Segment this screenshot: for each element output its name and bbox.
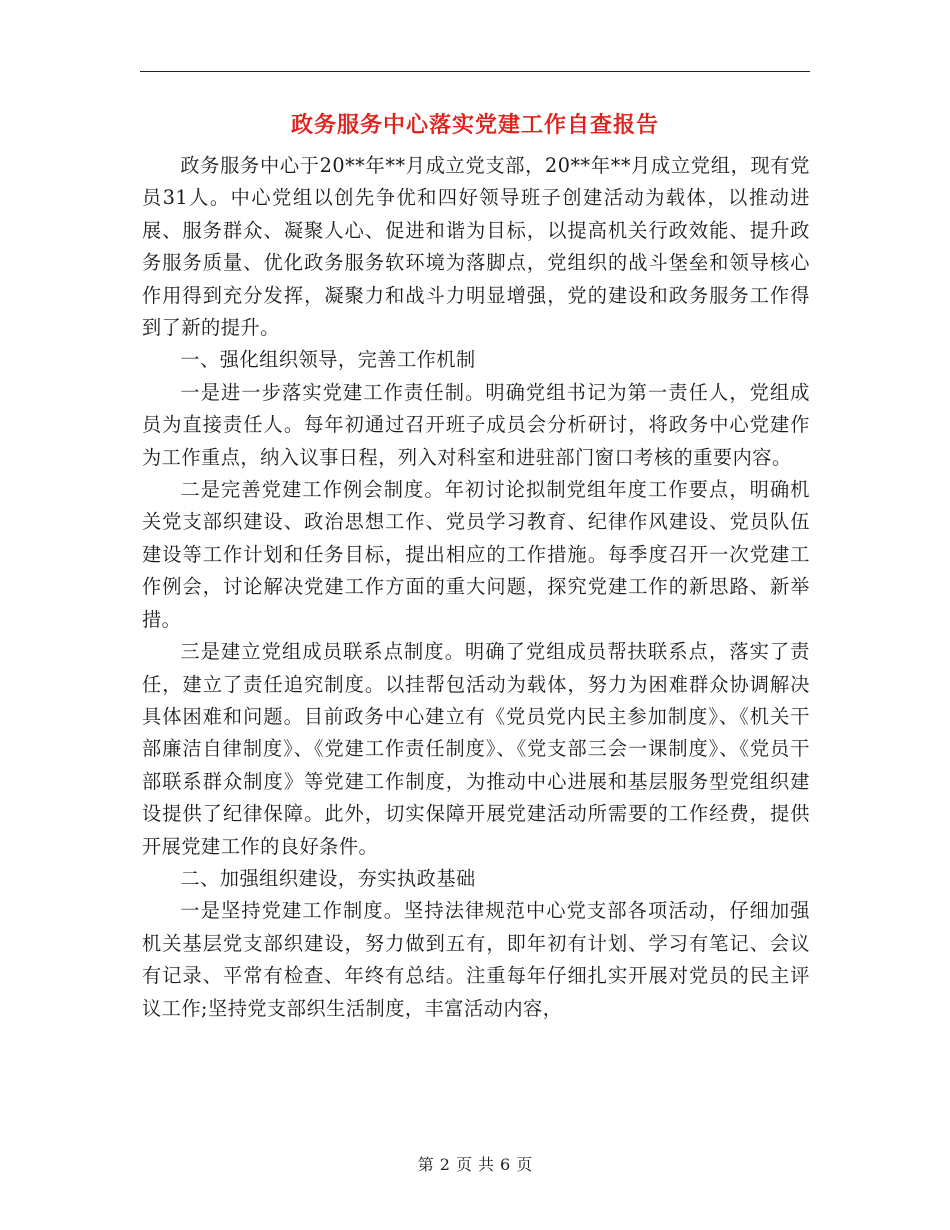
footer-page-unit: 页 — [455, 1155, 472, 1174]
footer-total-unit: 页 — [516, 1155, 533, 1174]
footer-total-prefix: 共 — [478, 1155, 495, 1174]
paragraph-intro: 政务服务中心于20**年**月成立党支部，20**年**月成立党组，现有党员31人。中心党组以创先争优和四好领导班子创建活动为载体，以推动进展、服务群众、凝聚人心、促进和谐为目标，以提高机关行政效能、提升政务服务质量、优化政务服务软环境为落脚点，党组织的战斗堡垒和领导核心作用得到充分发挥，凝聚力和战斗力明显增强，党的建设和政务服务工作得到了新的提升。 — [142, 154, 810, 340]
paragraph-1-2: 二是完善党建工作例会制度。年初讨论拟制党组年度工作要点，明确机关党支部织建设、政治思想工作、党员学习教育、纪律作风建设、党员队伍建设等工作计划和任务目标，提出相应的工作措施。每季度召开一次党建工作例会，讨论解决党建工作方面的重大问题，探究党建工作的新思路、新举措。 — [142, 478, 810, 631]
header-rule — [140, 71, 810, 72]
page-footer — [0, 1153, 950, 1177]
section-heading-2: 二、加强组织建设，夯实执政基础 — [180, 866, 476, 890]
document-title: 政务服务中心落实党建工作自查报告 — [290, 112, 659, 138]
paragraph-1-1: 一是进一步落实党建工作责任制。明确党组书记为第一责任人，党组成员为直接责任人。每年初通过召开班子成员会分析研讨，将政务中心党建作为工作重点，纳入议事日程，列入对科室和进驻部门窗口考核的重要内容。 — [142, 380, 810, 469]
section-heading-1: 一、强化组织领导，完善工作机制 — [180, 348, 476, 372]
footer-prefix: 第 — [417, 1155, 434, 1174]
paragraph-1-3: 三是建立党组成员联系点制度。明确了党组成员帮扶联系点，落实了责任，建立了责任追究制度。以挂帮包活动为载体，努力为困难群众协调解决具体困难和问题。目前政务中心建立有《党员党内民主参加制度》、《机关干部廉洁自律制度》、《党建工作责任制度》、《党支部三会一课制度》、《党员干部联系群众制度》等党建工作制度，为推动中心进展和基层服务型党组织建设提供了纪律保障。此外，切实保障开展党建活动所需要的工作经费，提供开展党建工作的良好条件。 — [142, 640, 810, 858]
paragraph-2-1: 一是坚持党建工作制度。坚持法律规范中心党支部各项活动，仔细加强机关基层党支部织建设，努力做到五有，即年初有计划、学习有笔记、会议有记录、平常有检查、年终有总结。注重每年仔细扎实开展对党员的民主评议工作;坚持党支部织生活制度，丰富活动内容， — [142, 899, 810, 1020]
footer-page-number: 2 — [439, 1155, 450, 1174]
footer-total-pages: 6 — [500, 1155, 511, 1174]
document-body — [142, 150, 810, 1025]
